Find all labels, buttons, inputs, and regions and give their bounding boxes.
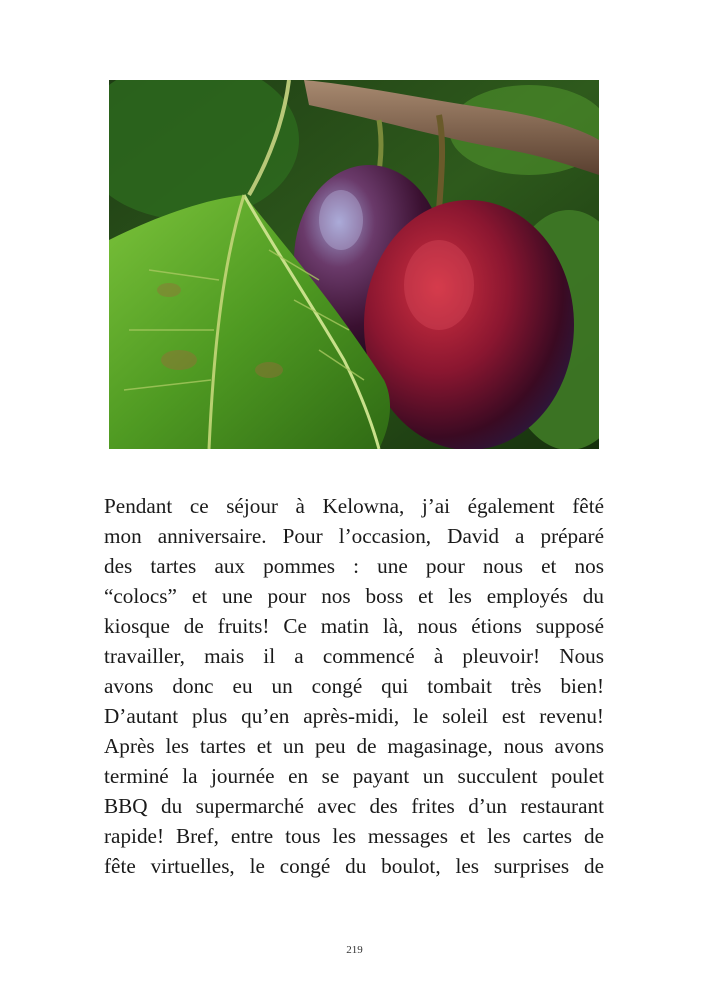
text-line: Après les tartes et un peu de magasinage, nous avons: [104, 734, 604, 758]
page-number: 219: [346, 944, 363, 956]
text-line: Pendant ce séjour à Kelowna, j’ai également fêté: [104, 494, 604, 518]
plums-on-branch-icon: [109, 80, 599, 449]
body-paragraph: [104, 491, 604, 881]
text-line: terminé la journée en se payant un succulent poulet: [104, 764, 604, 788]
text-line: kiosque de fruits! Ce matin là, nous étions supposé: [104, 614, 604, 638]
text-line: fête virtuelles, le congé du boulot, les surprises de: [104, 854, 604, 878]
text-line: travailler, mais il a commencé à pleuvoir! Nous: [104, 644, 604, 668]
text-line: avons donc eu un congé qui tombait très bien!: [104, 674, 604, 698]
text-line: mon anniversaire. Pour l’occasion, David a préparé: [104, 524, 604, 548]
plums-photo: [109, 80, 599, 449]
text-line: “colocs” et une pour nos boss et les employés du: [104, 584, 604, 608]
text-line: rapide! Bref, entre tous les messages et les cartes de: [104, 824, 604, 848]
text-line: BBQ du supermarché avec des frites d’un restaurant: [104, 794, 604, 818]
text-line: D’autant plus qu’en après-midi, le soleil est revenu!: [104, 704, 604, 728]
text-line: des tartes aux pommes : une pour nous et nos: [104, 554, 604, 578]
